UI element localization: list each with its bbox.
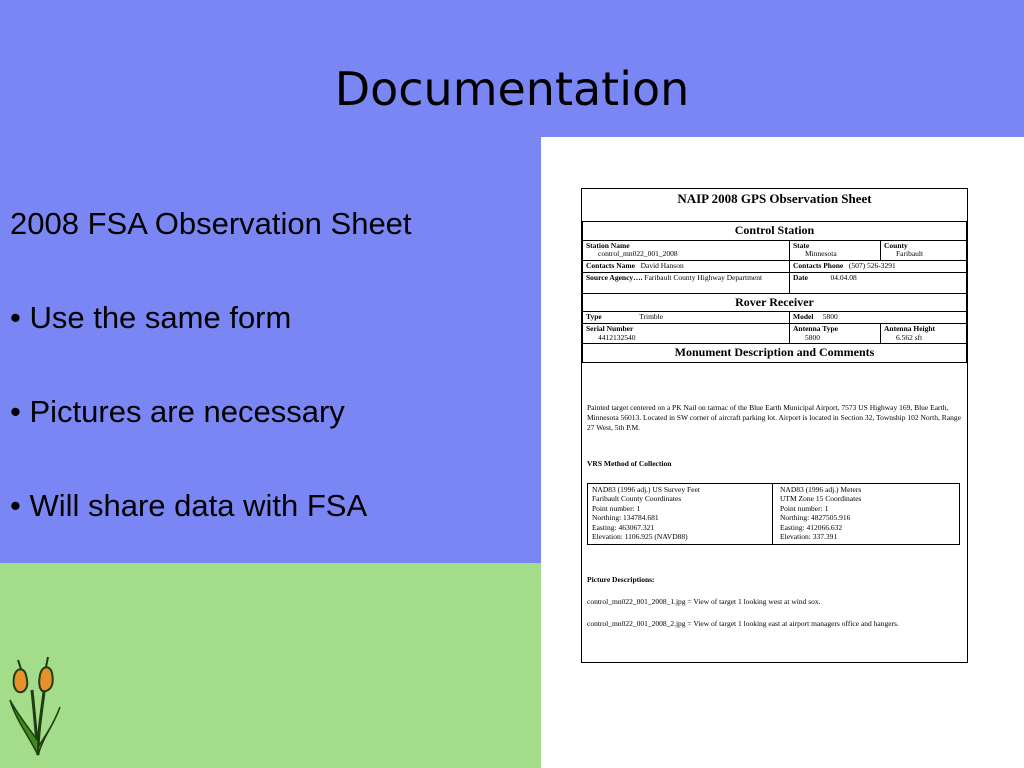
control-station-header: Control Station	[583, 222, 967, 241]
contacts-phone-value: (507) 526-3291	[848, 261, 896, 271]
slide-title: Documentation	[334, 62, 690, 116]
coord-line: NAD83 (1996 adj.) US Survey Feet	[592, 485, 700, 494]
state-label: State	[793, 240, 810, 250]
coord-line: Point number: 1	[780, 503, 829, 513]
coord-line: Elevation: 337.391	[780, 531, 838, 541]
coord-line: Easting: 463067.321	[592, 522, 655, 532]
coord-line: Point number: 1	[592, 503, 641, 513]
coord-line: Faribault County Coordinates	[592, 494, 682, 504]
bullet-item: • Will share data with FSA	[10, 488, 368, 523]
antenna-height-value: 6.562 sft	[896, 332, 923, 342]
picture-description-1: control_mn022_001_2008_1.jpg = View of target 1 looking west at wind sox.	[587, 597, 821, 606]
picture-description-2: control_mn022_001_2008_2.jpg = View of target 1 looking east at airport managers office and hangers.	[587, 619, 899, 628]
source-agency-value: Faribault County Highway Department	[644, 272, 763, 282]
bullet-list	[10, 200, 535, 530]
coordinates-meters	[776, 484, 865, 542]
rover-receiver-header: Rover Receiver	[583, 293, 967, 312]
county-value: Faribault	[896, 249, 924, 259]
serial-label: Serial Number	[586, 324, 634, 334]
date-value: 04.04.08	[830, 272, 857, 282]
sheet-title: NAIP 2008 GPS Observation Sheet	[677, 191, 872, 206]
type-label: Type	[586, 312, 602, 322]
control-table	[582, 221, 967, 363]
model-value: 5800	[822, 312, 838, 322]
coord-line: NAD83 (1996 adj.) Meters	[780, 485, 862, 494]
coord-line: UTM Zone 15 Coordinates	[780, 494, 862, 504]
county-label: County	[884, 240, 908, 250]
contacts-name-label: Contacts Name	[586, 261, 635, 271]
antenna-type-value: 5800	[805, 332, 820, 342]
model-label: Model	[793, 312, 814, 322]
contacts-phone-label: Contacts Phone	[793, 261, 844, 271]
coord-line: Northing: 4827505.916	[780, 513, 851, 523]
contacts-name-value: David Hanson	[640, 261, 684, 271]
bullet-item: • Pictures are necessary	[10, 394, 345, 429]
bullet-heading: 2008 FSA Observation Sheet	[10, 206, 412, 241]
antenna-type-label: Antenna Type	[793, 324, 838, 334]
coord-line: Easting: 412066.632	[780, 522, 843, 532]
state-value: Minnesota	[805, 249, 837, 259]
picture-descriptions-label: Picture Descriptions:	[587, 575, 655, 584]
observation-sheet	[581, 188, 968, 663]
serial-value: 4412132540	[598, 332, 636, 342]
source-agency-label: Source Agency….	[586, 272, 643, 282]
station-name-label: Station Name	[586, 240, 630, 250]
monument-header: Monument Description and Comments	[583, 344, 967, 363]
bullet-item: • Use the same form	[10, 300, 292, 335]
station-name-value: control_mn022_001_2008	[598, 249, 678, 259]
coord-line: Northing: 134784.681	[592, 513, 659, 523]
cattail-icon	[4, 655, 64, 760]
coordinates-feet	[588, 484, 773, 544]
vrs-method-label: VRS Method of Collection	[587, 459, 672, 468]
coord-line: Elevation: 1106.925 (NAVD88)	[592, 531, 688, 541]
monument-description: Painted target centered on a PK Nail on tarmac of the Blue Earth Municipal Airport, 7573 US Highway 169, Blue Earth, Minnesota 56013. Located in SW corner of aircraft parking lot. Airport is located in Section 32, Township 102 North, Range 27 West, 5th P.M.	[587, 403, 961, 432]
type-value: Trimble	[639, 312, 664, 322]
coordinates-box	[587, 483, 960, 545]
antenna-height-label: Antenna Height	[884, 324, 936, 334]
date-label: Date	[793, 272, 808, 282]
